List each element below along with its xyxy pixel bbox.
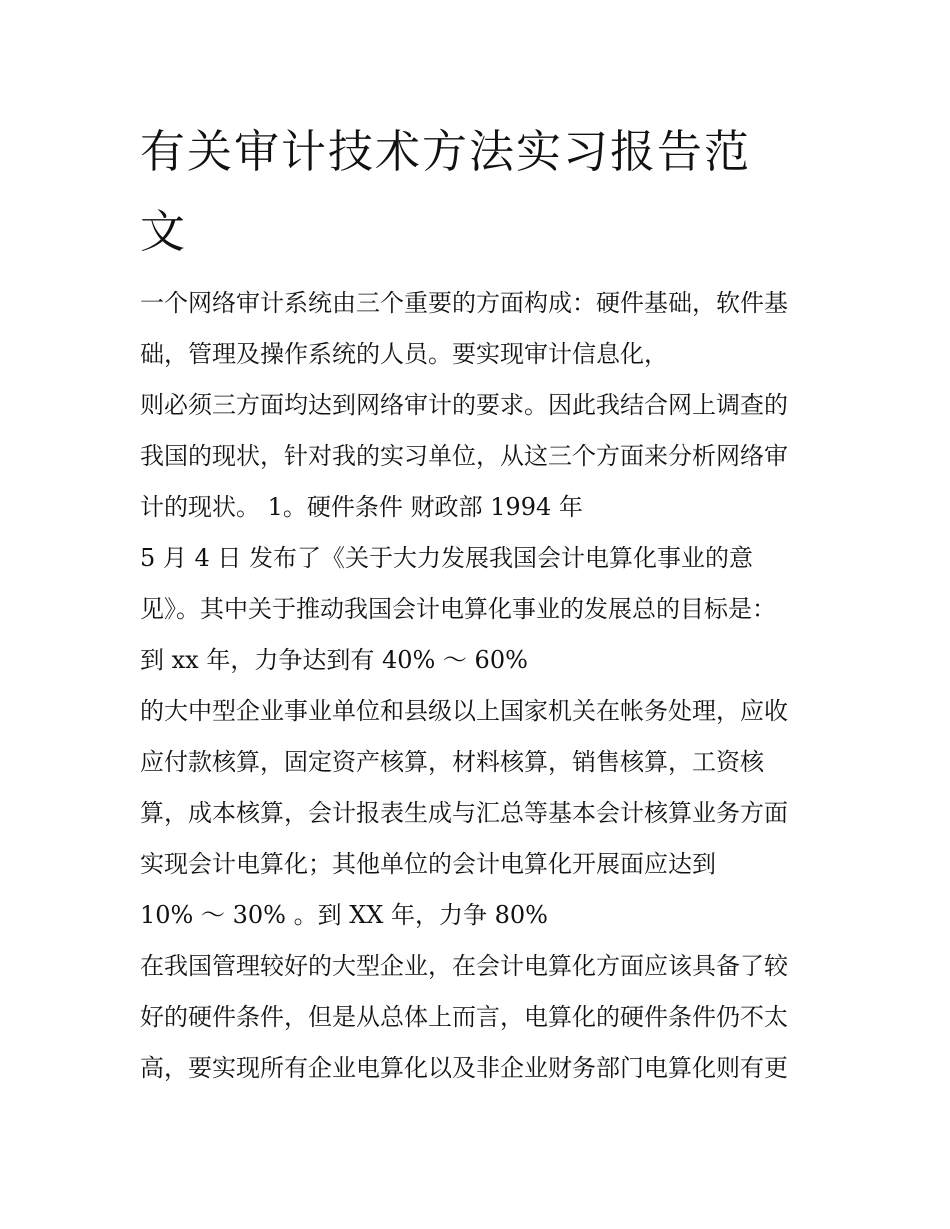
document-title: [140, 112, 820, 272]
body-line: 见》。其中关于推动我国会计电算化事业的发展总的目标是：: [140, 595, 776, 623]
body-line: 10% ～ 30% 。到 XX 年，力争 80%: [140, 901, 548, 929]
document-body: [140, 278, 820, 1094]
body-line: 好的硬件条件，但是从总体上而言，电算化的硬件条件仍不太: [140, 1003, 788, 1031]
title-line: 文: [140, 205, 188, 258]
body-line: 高，要实现所有企业电算化以及非企业财务部门电算化则有更: [140, 1054, 788, 1082]
body-line: 计的现状。 1。硬件条件 财政部 1994 年: [140, 493, 583, 521]
body-line: 则必须三方面均达到网络审计的要求。因此我结合网上调查的: [140, 391, 788, 419]
body-line: 一个网络审计系统由三个重要的方面构成：硬件基础，软件基: [140, 289, 788, 317]
body-line: 应付款核算，固定资产核算，材料核算，销售核算，工资核: [140, 748, 764, 776]
body-line: 实现会计电算化；其他单位的会计电算化开展面应达到: [140, 850, 716, 878]
body-line: 5 月 4 日 发布了《关于大力发展我国会计电算化事业的意: [140, 544, 754, 572]
body-line: 我国的现状，针对我的实习单位，从这三个方面来分析网络审: [140, 442, 788, 470]
body-line: 础，管理及操作系统的人员。要实现审计信息化，: [140, 340, 668, 368]
title-line: 有关审计技术方法实习报告范: [140, 125, 752, 178]
body-line: 在我国管理较好的大型企业，在会计电算化方面应该具备了较: [140, 952, 788, 980]
body-line: 到 xx 年，力争达到有 40% ～ 60%: [140, 646, 528, 674]
body-line: 算，成本核算，会计报表生成与汇总等基本会计核算业务方面: [140, 799, 788, 827]
body-line: 的大中型企业事业单位和县级以上国家机关在帐务处理，应收: [140, 697, 788, 725]
